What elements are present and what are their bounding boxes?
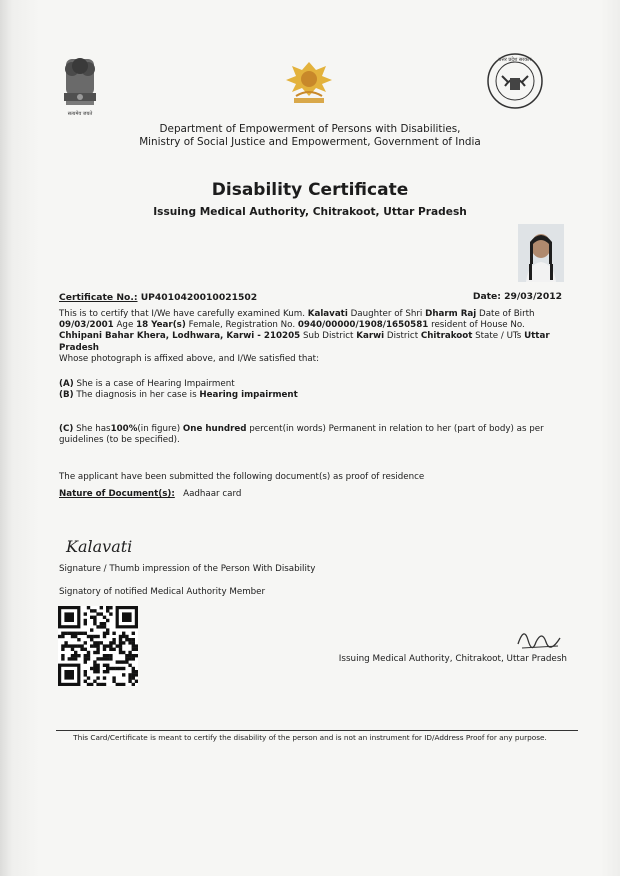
- footer-disclaimer: This Card/Certificate is meant to certify the disability of the person and is not an instrument for ID/Address Proof for any purpose.: [73, 733, 547, 742]
- state: Uttar Pradesh: [59, 331, 550, 353]
- national-emblem-icon: [58, 55, 102, 119]
- state-emblem-icon: [282, 58, 336, 106]
- certificate-number: [59, 292, 257, 303]
- address: Chhipani Bahar Khera, Lodhwara, Karwi - 210205: [59, 331, 301, 342]
- section-a-label: (A): [59, 379, 74, 389]
- body-text: State / UTs: [475, 331, 522, 342]
- body-text: District: [386, 331, 419, 342]
- footer-divider: [56, 730, 578, 731]
- applicant-signature-label: Signature / Thumb impression of the Person With Disability: [59, 564, 316, 574]
- qr-code: [58, 606, 138, 686]
- svg-text:Kalavati: Kalavati: [66, 537, 133, 556]
- issuing-authority-label: Issuing Medical Authority, Chitrakoot, Uttar Pradesh: [338, 654, 567, 664]
- section-a: [59, 379, 559, 390]
- uttar-pradesh-seal-icon: [486, 52, 544, 110]
- applicant-name: Kalavati: [307, 309, 348, 319]
- father-name: Dharm Raj: [425, 309, 477, 319]
- body-text: She has: [76, 424, 111, 434]
- certificate-title: Disability Certificate: [211, 180, 409, 200]
- department-line-1: Department of Empowerment of Persons with Disabilities,: [159, 123, 461, 135]
- section-b-label: (B): [59, 390, 74, 400]
- certificate-subtitle: Issuing Medical Authority, Chitrakoot, Uttar Pradesh: [153, 206, 467, 218]
- section-a-text: She is a case of Hearing Impairment: [76, 379, 235, 389]
- body-text: Female, Registration No.: [188, 320, 296, 331]
- diagnosis: Hearing impairment: [199, 390, 298, 400]
- department-line-2: Ministry of Social Justice and Empowerment, Government of India: [139, 136, 481, 148]
- body-text: This is to certify that I/We have carefully examined Kum.: [59, 309, 305, 319]
- disability-percent-words: One hundred: [182, 424, 247, 434]
- body-text: Age: [116, 320, 134, 331]
- section-b-text: The diagnosis in her case is: [76, 390, 197, 400]
- nature-of-document-label: Nature of Document(s):: [59, 489, 175, 499]
- body-text: Date of Birth: [479, 309, 535, 319]
- applicant-photo: [518, 224, 564, 282]
- certificate-date-value: 29/03/2012: [504, 291, 562, 302]
- residence-text: The applicant have been submitted the following document(s) as proof of residence: [59, 472, 425, 482]
- certificate-date-label: Date:: [472, 291, 501, 302]
- body-text: (in figure): [137, 424, 181, 434]
- svg-text:सत्यमेव जयते: सत्यमेव जयते: [67, 111, 93, 117]
- body-text: Whose photograph is affixed above, and I/We satisfied that:: [59, 353, 320, 364]
- section-b: [59, 390, 559, 401]
- nature-of-document-value: Aadhaar card: [183, 489, 242, 499]
- certificate-date: [473, 291, 562, 302]
- sub-district: Karwi: [356, 331, 385, 342]
- date-of-birth: 09/03/2001: [59, 320, 114, 331]
- certificate-number-label: Certificate No.:: [59, 292, 138, 303]
- authority-signature: [512, 622, 564, 652]
- certificate-number-value: UP4010420010021502: [140, 292, 258, 303]
- applicant-signature: [64, 530, 144, 562]
- svg-text:उत्तर प्रदेश सरकार: उत्तर प्रदेश सरकार: [498, 57, 532, 63]
- body-text: percent(in words) Permanent in relation to her (part of body) as per guidelines (to be specified).: [59, 424, 544, 446]
- body-text: resident of House No.: [431, 320, 525, 331]
- disability-percent: 100%: [110, 424, 138, 434]
- body-text: Sub District: [302, 331, 354, 342]
- registration-number: 0940/00000/1908/1650581: [297, 320, 429, 331]
- age: 18 Year(s): [136, 320, 186, 331]
- body-text: Daughter of Shri: [350, 309, 423, 319]
- section-c: [59, 424, 551, 447]
- district: Chitrakoot: [420, 331, 473, 342]
- authority-member-label: Signatory of notified Medical Authority Member: [59, 587, 266, 597]
- nature-of-document: [59, 489, 559, 500]
- certification-paragraph: [59, 309, 559, 365]
- section-c-label: (C): [59, 424, 74, 434]
